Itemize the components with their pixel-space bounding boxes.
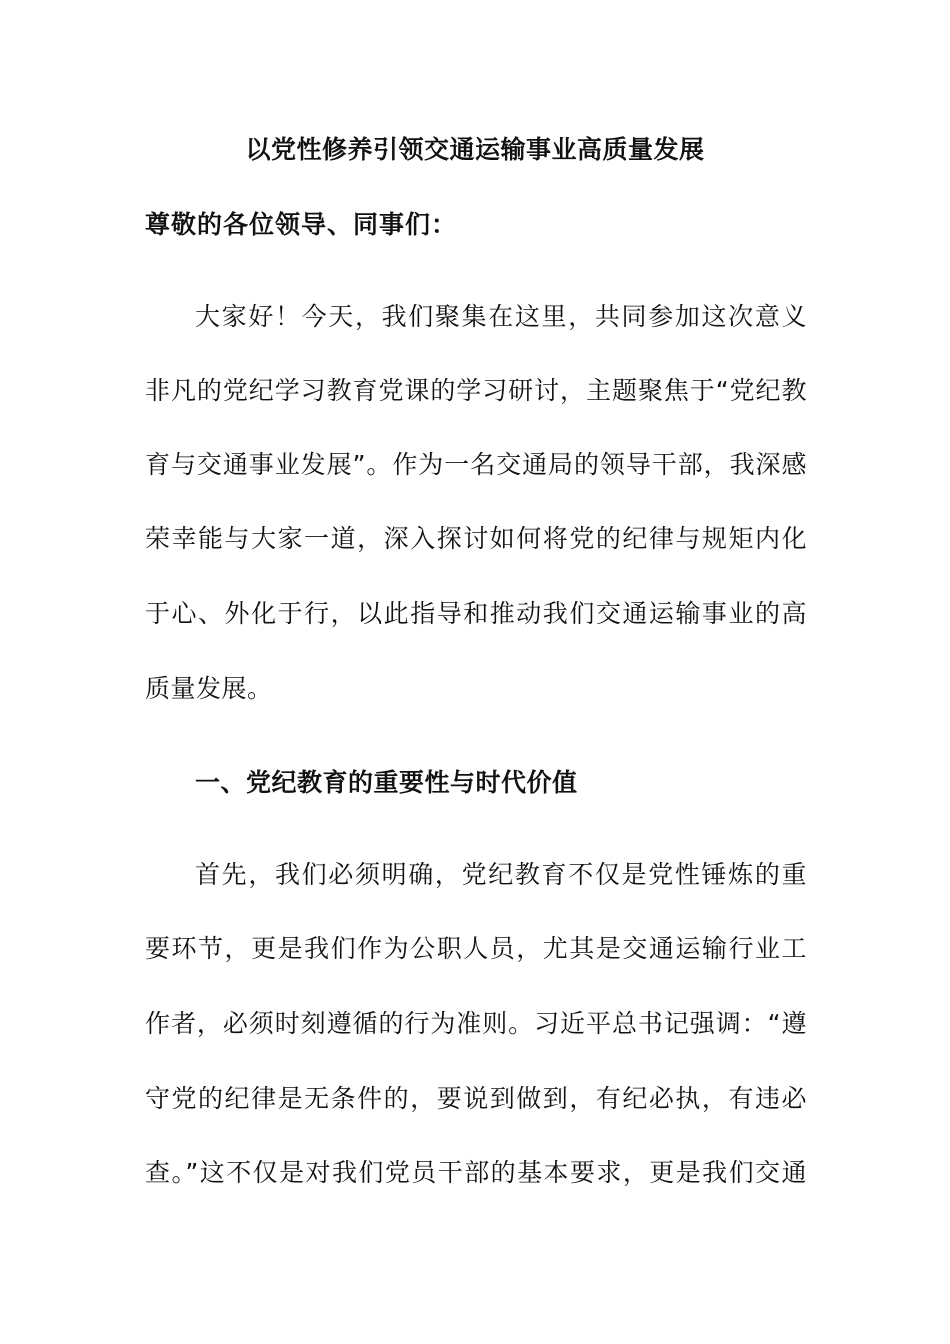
paragraph-line: 非凡的党纪学习教育党课的学习研讨，主题聚焦于“党纪教 [145,376,807,405]
section-heading: 一、党纪教育的重要性与时代价值 [195,768,578,797]
document-title: 以党性修养引领交通运输事业高质量发展 [245,135,705,164]
paragraph-line: 首先，我们必须明确，党纪教育不仅是党性锤炼的重 [195,860,807,889]
salutation: 尊敬的各位领导、同事们： [145,210,458,239]
paragraph-line: 育与交通事业发展”。作为一名交通局的领导干部，我深感 [145,450,807,479]
paragraph-line: 守党的纪律是无条件的，要说到做到，有纪必执，有违必 [145,1084,807,1113]
paragraph-line: 于心、外化于行，以此指导和推动我们交通运输事业的高 [145,599,807,628]
paragraph-line: 要环节，更是我们作为公职人员，尤其是交通运输行业工 [145,934,807,963]
paragraph-line: 查。”这不仅是对我们党员干部的基本要求，更是我们交通 [145,1158,807,1187]
paragraph-line: 作者，必须时刻遵循的行为准则。习近平总书记强调：“遵 [145,1009,807,1038]
paragraph-line: 荣幸能与大家一道，深入探讨如何将党的纪律与规矩内化 [145,524,807,553]
paragraph-line: 质量发展。 [145,674,273,703]
paragraph-line: 大家好！今天，我们聚集在这里，共同参加这次意义 [195,302,807,331]
